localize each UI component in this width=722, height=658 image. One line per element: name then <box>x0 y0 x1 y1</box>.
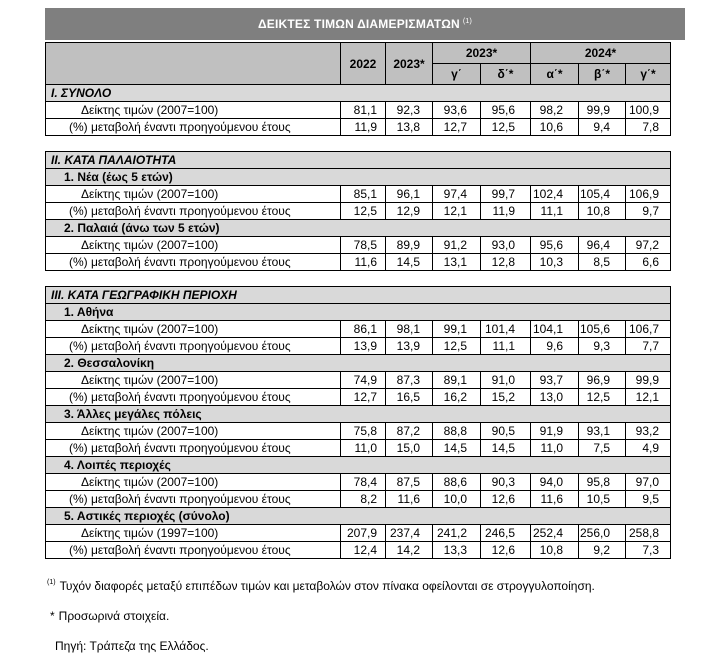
data-row <box>46 237 671 254</box>
section-header-row <box>46 85 671 102</box>
section-spacer <box>46 136 671 152</box>
value-cell: 99,9 <box>626 372 671 389</box>
value-cell: 89,1 <box>433 372 481 389</box>
value-cell: 96,4 <box>579 237 626 254</box>
value-cell: 88,6 <box>433 474 481 491</box>
value-cell: 99,7 <box>481 186 531 203</box>
value-cell: 258,8 <box>626 525 671 542</box>
value-cell: 93,2 <box>626 423 671 440</box>
value-cell: 98,1 <box>386 321 433 338</box>
value-cell: 11,1 <box>531 203 579 220</box>
row-label: (%) μεταβολή έναντι προηγούμενου έτους <box>46 440 341 457</box>
value-cell: 207,9 <box>341 525 386 542</box>
value-cell: 95,6 <box>531 237 579 254</box>
value-cell: 246,5 <box>481 525 531 542</box>
data-row <box>46 203 671 220</box>
value-cell: 11,6 <box>386 491 433 508</box>
row-label: Δείκτης τιμών (2007=100) <box>46 186 341 203</box>
value-cell: 99,9 <box>579 102 626 119</box>
header-quarter: α΄* <box>531 64 579 85</box>
value-cell: 105,4 <box>579 186 626 203</box>
value-cell: 81,1 <box>341 102 386 119</box>
section-title: II. ΚΑΤΑ ΠΑΛΑΙΟΤΗΤΑ <box>46 152 671 169</box>
subsection-header-row <box>46 508 671 525</box>
value-cell: 7,8 <box>626 119 671 136</box>
subsection-header-row <box>46 220 671 237</box>
value-cell: 87,3 <box>386 372 433 389</box>
data-row <box>46 186 671 203</box>
value-cell: 89,9 <box>386 237 433 254</box>
header-group-2023: 2023* <box>433 43 531 64</box>
value-cell: 8,2 <box>341 491 386 508</box>
value-cell: 13,9 <box>386 338 433 355</box>
header-row-years <box>46 43 671 64</box>
header-quarter: β΄* <box>579 64 626 85</box>
value-cell: 93,0 <box>481 237 531 254</box>
value-cell: 14,5 <box>386 254 433 271</box>
subsection-title: 5. Αστικές περιοχές (σύνολο) <box>46 508 671 525</box>
subsection-title: 1. Αθήνα <box>46 304 671 321</box>
value-cell: 252,4 <box>531 525 579 542</box>
section-header-row <box>46 287 671 304</box>
value-cell: 11,0 <box>341 440 386 457</box>
data-row <box>46 338 671 355</box>
apartment-price-index-table <box>45 42 671 559</box>
data-row <box>46 423 671 440</box>
value-cell: 11,9 <box>481 203 531 220</box>
value-cell: 91,9 <box>531 423 579 440</box>
header-quarter: γ΄* <box>626 64 671 85</box>
data-row <box>46 389 671 406</box>
value-cell: 93,6 <box>433 102 481 119</box>
row-label: Δείκτης τιμών (2007=100) <box>46 237 341 254</box>
value-cell: 99,1 <box>433 321 481 338</box>
subsection-title: 2. Θεσσαλονίκη <box>46 355 671 372</box>
value-cell: 14,5 <box>481 440 531 457</box>
value-cell: 256,0 <box>579 525 626 542</box>
row-label: (%) μεταβολή έναντι προηγούμενου έτους <box>46 542 341 559</box>
section-spacer <box>46 271 671 287</box>
value-cell: 93,7 <box>531 372 579 389</box>
section-title: I. ΣΥΝΟΛΟ <box>46 85 671 102</box>
title-footnote-ref: (1) <box>462 17 473 25</box>
data-row <box>46 474 671 491</box>
table-title-bar <box>45 8 685 40</box>
subsection-header-row <box>46 304 671 321</box>
value-cell: 12,7 <box>341 389 386 406</box>
value-cell: 97,0 <box>626 474 671 491</box>
value-cell: 97,4 <box>433 186 481 203</box>
value-cell: 9,5 <box>626 491 671 508</box>
data-row <box>46 525 671 542</box>
value-cell: 104,1 <box>531 321 579 338</box>
value-cell: 12,5 <box>433 338 481 355</box>
data-row <box>46 440 671 457</box>
value-cell: 12,4 <box>341 542 386 559</box>
value-cell: 87,2 <box>386 423 433 440</box>
footnote-marker: (1) <box>47 579 56 586</box>
value-cell: 9,7 <box>626 203 671 220</box>
value-cell: 11,9 <box>341 119 386 136</box>
header-quarter: δ΄* <box>481 64 531 85</box>
footnote-provisional <box>50 608 169 624</box>
footnote-text: Τυχόν διαφορές μεταξύ επιπέδων τιμών και μεταβολών στον πίνακα οφείλονται σε στρογγυλοποίηση. <box>59 579 595 593</box>
value-cell: 12,5 <box>341 203 386 220</box>
value-cell: 86,1 <box>341 321 386 338</box>
table-title: ΔΕΙΚΤΕΣ ΤΙΜΩΝ ΔΙΑΜΕΡΙΣΜΑΤΩΝ <box>257 17 460 31</box>
value-cell: 16,5 <box>386 389 433 406</box>
row-label: Δείκτης τιμών (2007=100) <box>46 423 341 440</box>
value-cell: 97,2 <box>626 237 671 254</box>
data-row <box>46 491 671 508</box>
value-cell: 16,2 <box>433 389 481 406</box>
value-cell: 15,2 <box>481 389 531 406</box>
source-note: Πηγή: Τράπεζα της Ελλάδος. <box>55 639 209 653</box>
value-cell: 13,0 <box>531 389 579 406</box>
header-group-2024: 2024* <box>531 43 671 64</box>
value-cell: 10,6 <box>531 119 579 136</box>
header-year-2023: 2023* <box>386 43 433 85</box>
value-cell: 241,2 <box>433 525 481 542</box>
value-cell: 78,5 <box>341 237 386 254</box>
data-row <box>46 542 671 559</box>
value-cell: 9,2 <box>579 542 626 559</box>
spacer-cell <box>46 136 671 152</box>
section-header-row <box>46 152 671 169</box>
value-cell: 87,5 <box>386 474 433 491</box>
value-cell: 10,8 <box>531 542 579 559</box>
subsection-title: 4. Λοιπές περιοχές <box>46 457 671 474</box>
data-row <box>46 372 671 389</box>
value-cell: 9,3 <box>579 338 626 355</box>
value-cell: 13,3 <box>433 542 481 559</box>
value-cell: 6,6 <box>626 254 671 271</box>
spacer-cell <box>46 271 671 287</box>
header-year-2022: 2022 <box>341 43 386 85</box>
subsection-header-row <box>46 457 671 474</box>
value-cell: 100,9 <box>626 102 671 119</box>
value-cell: 13,9 <box>341 338 386 355</box>
value-cell: 13,1 <box>433 254 481 271</box>
value-cell: 12,9 <box>386 203 433 220</box>
header-quarter: γ΄ <box>433 64 481 85</box>
value-cell: 10,8 <box>579 203 626 220</box>
value-cell: 12,5 <box>579 389 626 406</box>
section-title: III. ΚΑΤΑ ΓΕΩΓΡΑΦΙΚΗ ΠΕΡΙΟΧΗ <box>46 287 671 304</box>
value-cell: 106,7 <box>626 321 671 338</box>
value-cell: 90,3 <box>481 474 531 491</box>
footnote-rounding <box>47 576 595 594</box>
value-cell: 14,5 <box>433 440 481 457</box>
subsection-title: 2. Παλαιά (άνω των 5 ετών) <box>46 220 671 237</box>
value-cell: 10,3 <box>531 254 579 271</box>
value-cell: 90,5 <box>481 423 531 440</box>
value-cell: 11,6 <box>341 254 386 271</box>
value-cell: 102,4 <box>531 186 579 203</box>
row-label: (%) μεταβολή έναντι προηγούμενου έτους <box>46 254 341 271</box>
row-label: Δείκτης τιμών (1997=100) <box>46 525 341 542</box>
value-cell: 78,4 <box>341 474 386 491</box>
value-cell: 12,1 <box>626 389 671 406</box>
value-cell: 98,2 <box>531 102 579 119</box>
value-cell: 11,0 <box>531 440 579 457</box>
value-cell: 95,6 <box>481 102 531 119</box>
footnote-text: Προσωρινά στοιχεία. <box>58 609 170 623</box>
value-cell: 14,2 <box>386 542 433 559</box>
subsection-header-row <box>46 355 671 372</box>
value-cell: 75,8 <box>341 423 386 440</box>
value-cell: 13,8 <box>386 119 433 136</box>
value-cell: 10,5 <box>579 491 626 508</box>
data-row <box>46 254 671 271</box>
value-cell: 95,8 <box>579 474 626 491</box>
row-label: (%) μεταβολή έναντι προηγούμενου έτους <box>46 119 341 136</box>
value-cell: 12,1 <box>433 203 481 220</box>
value-cell: 96,1 <box>386 186 433 203</box>
footnote-marker: * <box>50 609 55 623</box>
data-row <box>46 102 671 119</box>
data-row <box>46 119 671 136</box>
subsection-title: 1. Νέα (έως 5 ετών) <box>46 169 671 186</box>
value-cell: 105,6 <box>579 321 626 338</box>
row-label: (%) μεταβολή έναντι προηγούμενου έτους <box>46 203 341 220</box>
value-cell: 85,1 <box>341 186 386 203</box>
subsection-header-row <box>46 406 671 423</box>
value-cell: 4,9 <box>626 440 671 457</box>
row-label: (%) μεταβολή έναντι προηγούμενου έτους <box>46 491 341 508</box>
value-cell: 12,5 <box>481 119 531 136</box>
value-cell: 10,0 <box>433 491 481 508</box>
value-cell: 96,9 <box>579 372 626 389</box>
value-cell: 9,4 <box>579 119 626 136</box>
value-cell: 94,0 <box>531 474 579 491</box>
value-cell: 7,7 <box>626 338 671 355</box>
value-cell: 237,4 <box>386 525 433 542</box>
value-cell: 91,0 <box>481 372 531 389</box>
value-cell: 7,5 <box>579 440 626 457</box>
value-cell: 12,7 <box>433 119 481 136</box>
value-cell: 8,5 <box>579 254 626 271</box>
row-label: Δείκτης τιμών (2007=100) <box>46 474 341 491</box>
row-label: Δείκτης τιμών (2007=100) <box>46 321 341 338</box>
table-body <box>46 85 671 559</box>
value-cell: 88,8 <box>433 423 481 440</box>
value-cell: 11,1 <box>481 338 531 355</box>
value-cell: 91,2 <box>433 237 481 254</box>
value-cell: 12,6 <box>481 491 531 508</box>
row-label: Δείκτης τιμών (2007=100) <box>46 372 341 389</box>
data-row <box>46 321 671 338</box>
row-label: (%) μεταβολή έναντι προηγούμενου έτους <box>46 389 341 406</box>
row-label: (%) μεταβολή έναντι προηγούμενου έτους <box>46 338 341 355</box>
value-cell: 12,8 <box>481 254 531 271</box>
subsection-title: 3. Άλλες μεγάλες πόλεις <box>46 406 671 423</box>
value-cell: 74,9 <box>341 372 386 389</box>
value-cell: 7,3 <box>626 542 671 559</box>
value-cell: 12,6 <box>481 542 531 559</box>
table-header <box>46 43 671 85</box>
subsection-header-row <box>46 169 671 186</box>
value-cell: 11,6 <box>531 491 579 508</box>
value-cell: 92,3 <box>386 102 433 119</box>
row-label: Δείκτης τιμών (2007=100) <box>46 102 341 119</box>
value-cell: 93,1 <box>579 423 626 440</box>
value-cell: 101,4 <box>481 321 531 338</box>
value-cell: 106,9 <box>626 186 671 203</box>
value-cell: 9,6 <box>531 338 579 355</box>
value-cell: 15,0 <box>386 440 433 457</box>
header-label-cell <box>46 43 341 85</box>
